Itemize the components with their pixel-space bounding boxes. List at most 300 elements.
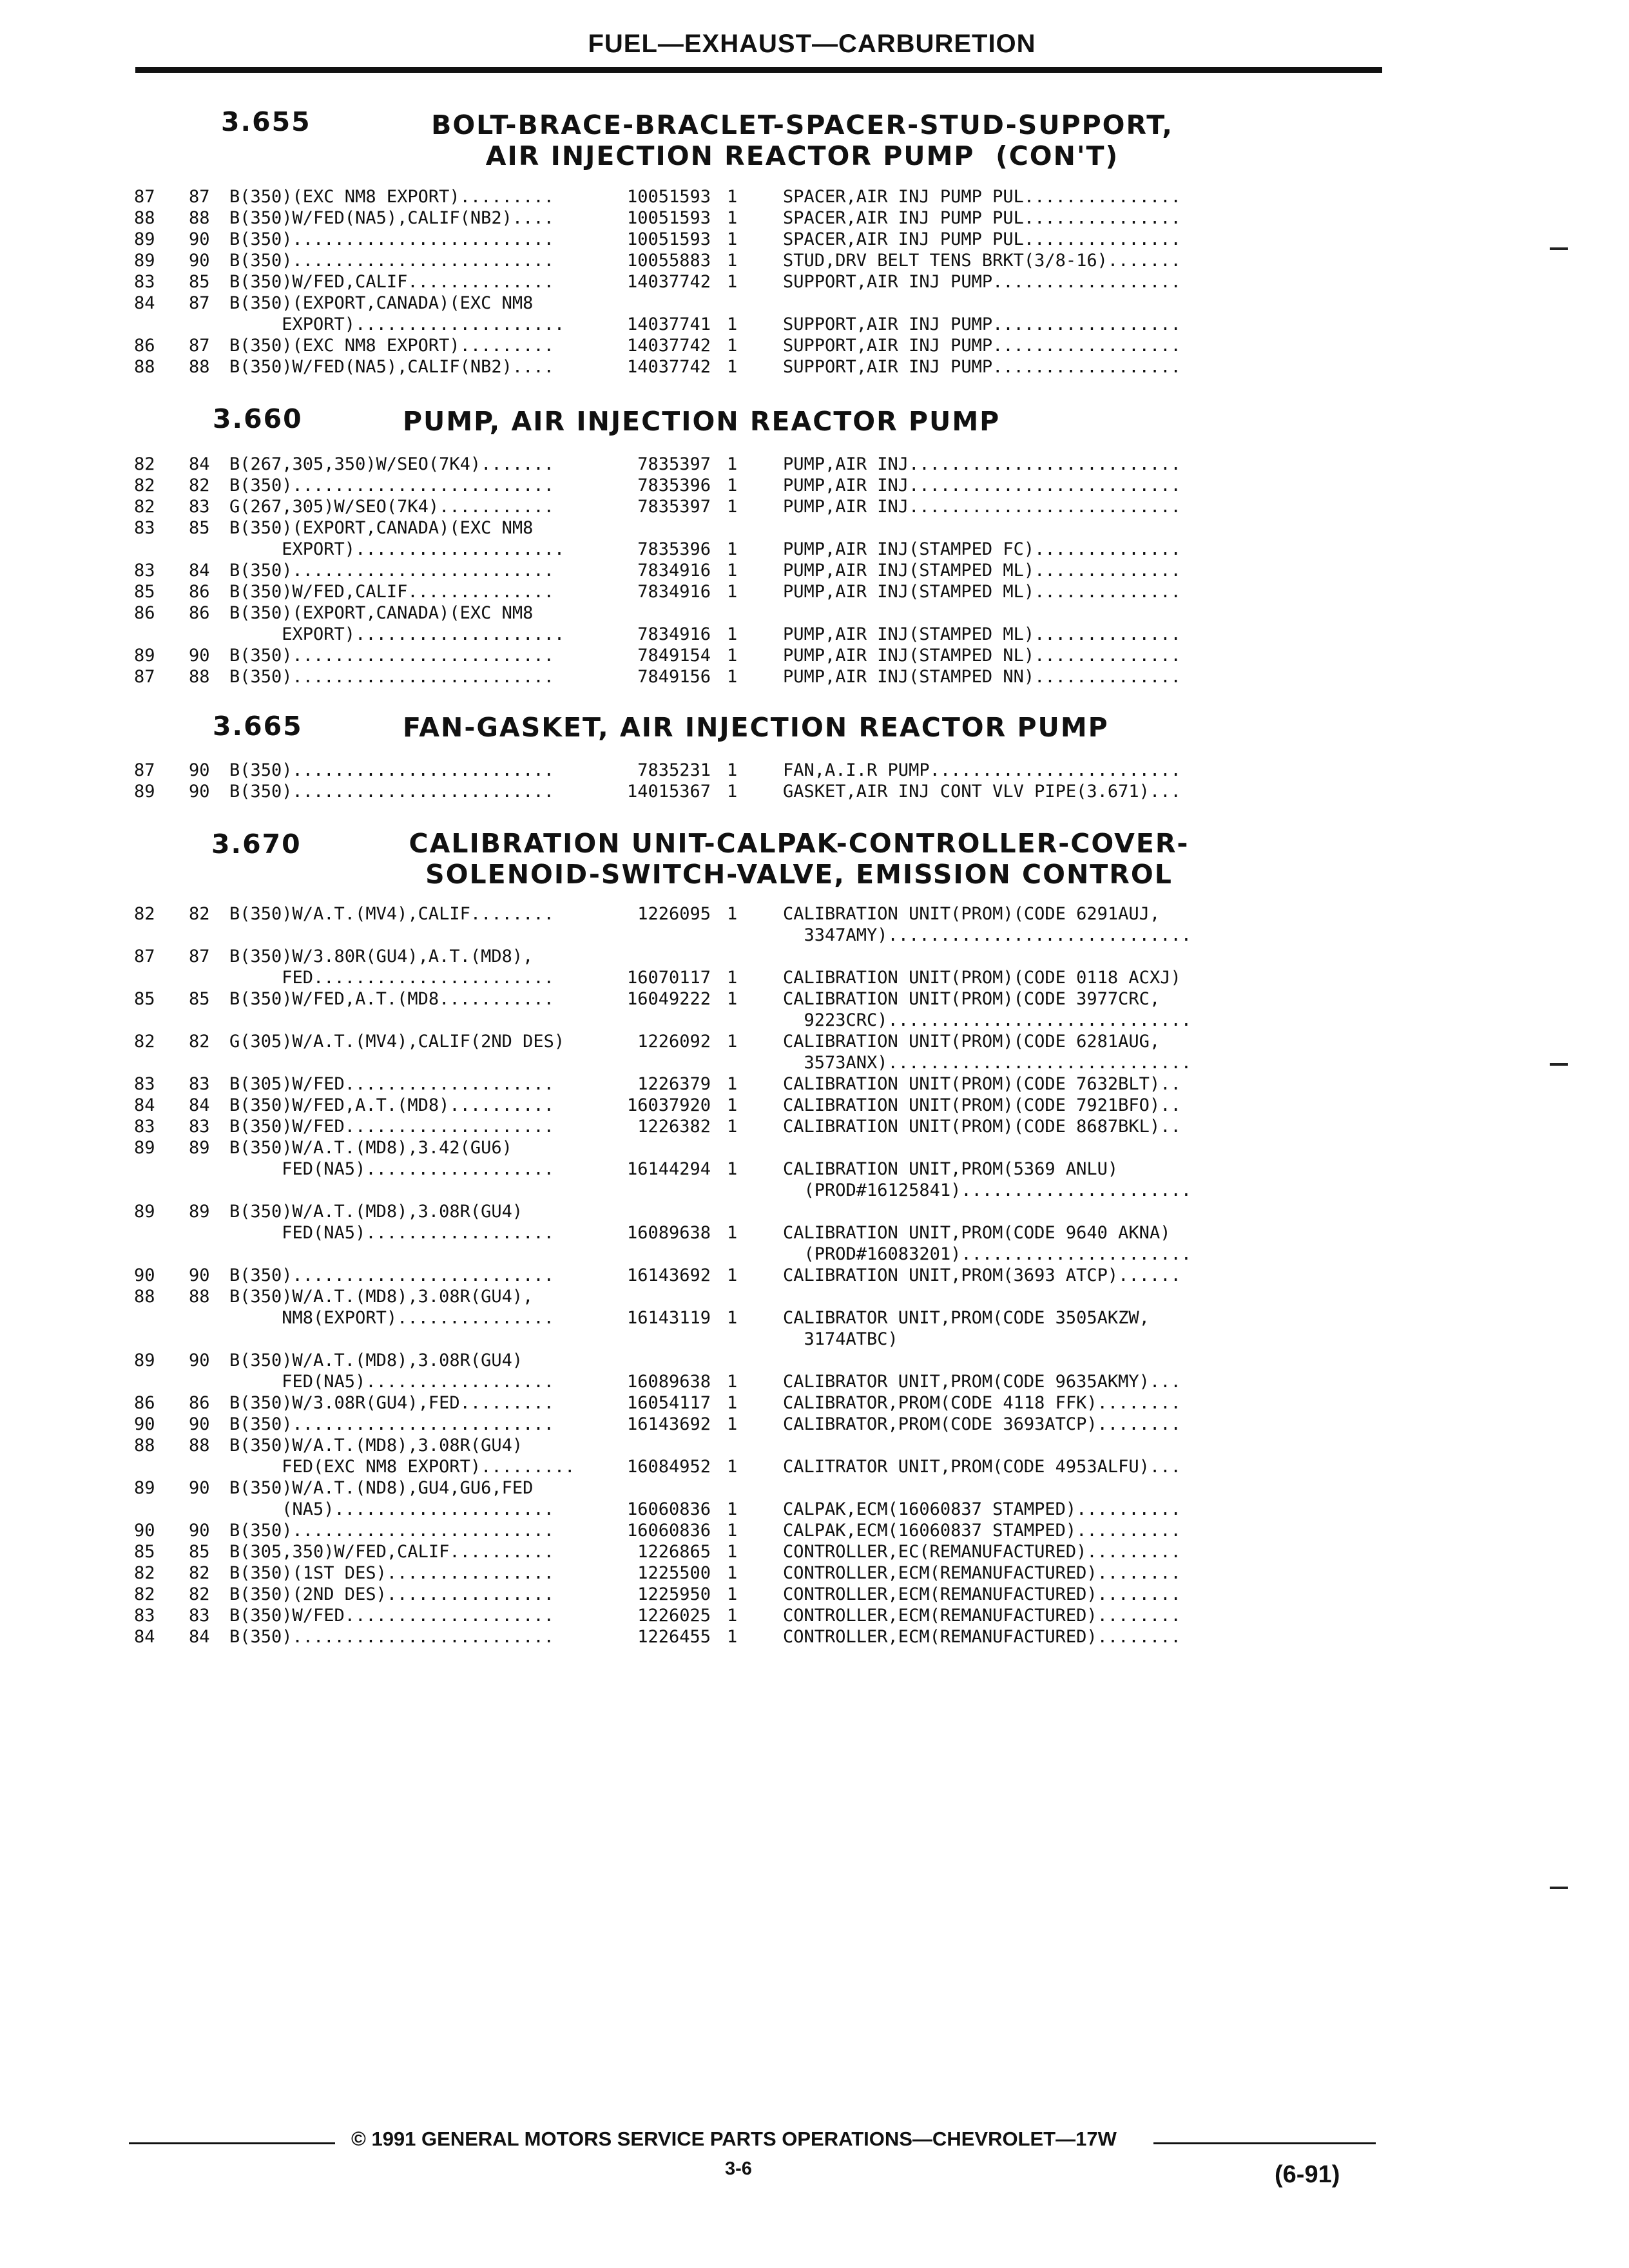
year-from-cell: 90 (134, 1521, 155, 1541)
description-cell: CALIBRATOR UNIT,PROM(CODE 9635AKMY)... (783, 1372, 1181, 1392)
year-to-cell: 82 (189, 1563, 210, 1583)
description-cell: GASKET,AIR INJ CONT VLV PIPE(3.671)... (783, 782, 1181, 802)
table-row (0, 497, 1629, 518)
part-number-cell: 1226455 (637, 1627, 711, 1647)
table-row (0, 293, 1629, 314)
table-row (0, 989, 1629, 1010)
table-row (0, 968, 1629, 989)
part-number-cell: 7849156 (637, 667, 711, 687)
part-number-cell: 7835397 (637, 454, 711, 474)
year-to-cell: 83 (189, 1606, 210, 1626)
usage-cell: B(350)W/A.T.(MD8),3.08R(GU4) (229, 1436, 523, 1456)
description-cell: CALIBRATION UNIT(PROM)(CODE 7632BLT).. (783, 1074, 1181, 1094)
part-number-cell: 1226379 (637, 1074, 711, 1094)
year-from-cell: 84 (134, 1627, 155, 1647)
year-from-cell: 82 (134, 497, 155, 517)
quantity-cell: 1 (727, 229, 738, 249)
description-cell: CALIBRATION UNIT(PROM)(CODE 8687BKL).. (783, 1117, 1181, 1137)
part-number-cell: 14037742 (626, 336, 711, 356)
quantity-cell: 1 (727, 208, 738, 228)
year-from-cell: 88 (134, 1287, 155, 1307)
section-title: CALIBRATION UNIT-CALPAK-CONTROLLER-COVER- SOLENOID-SWITCH-VALVE, EMISSION CONTROL (409, 828, 1190, 890)
part-number-cell: 16084952 (626, 1457, 711, 1477)
table-row (0, 1436, 1629, 1457)
year-to-cell: 88 (189, 208, 210, 228)
header-rule (135, 67, 1382, 73)
quantity-cell: 1 (727, 624, 738, 644)
part-number-cell: 16143692 (626, 1414, 711, 1434)
quantity-cell: 1 (727, 1521, 738, 1541)
part-number-cell: 1225500 (637, 1563, 711, 1583)
quantity-cell: 1 (727, 1372, 738, 1392)
year-to-cell: 84 (189, 561, 210, 581)
quantity-cell: 1 (727, 760, 738, 780)
year-from-cell: 85 (134, 1542, 155, 1562)
table-row (0, 1542, 1629, 1563)
description-cell: CALIBRATOR,PROM(CODE 3693ATCP)........ (783, 1414, 1181, 1434)
description-cell: CONTROLLER,ECM(REMANUFACTURED)........ (783, 1584, 1181, 1604)
description-cell: SUPPORT,AIR INJ PUMP.................. (783, 336, 1181, 356)
table-row (0, 582, 1629, 603)
description-cell: SPACER,AIR INJ PUMP PUL............... (783, 208, 1181, 228)
quantity-cell: 1 (727, 1265, 738, 1285)
part-number-cell: 16060836 (626, 1499, 711, 1519)
part-number-cell: 16054117 (626, 1393, 711, 1413)
year-to-cell: 85 (189, 272, 210, 292)
table-row (0, 1180, 1629, 1202)
usage-cell: NM8(EXPORT)............... (229, 1308, 554, 1328)
usage-cell: B(350)W/3.80R(GU4),A.T.(MD8), (229, 947, 534, 966)
quantity-cell: 1 (727, 454, 738, 474)
year-from-cell: 89 (134, 782, 155, 802)
part-number-cell: 14037741 (626, 314, 711, 334)
year-from-cell: 82 (134, 454, 155, 474)
part-number-cell: 7835231 (637, 760, 711, 780)
description-cell: CALIBRATION UNIT(PROM)(CODE 7921BFO).. (783, 1095, 1181, 1115)
footer-rule-right (1153, 2142, 1376, 2144)
year-to-cell: 88 (189, 1287, 210, 1307)
year-to-cell: 90 (189, 1414, 210, 1434)
quantity-cell: 1 (727, 1563, 738, 1583)
description-cell: CALIBRATION UNIT,PROM(3693 ATCP)...... (783, 1265, 1181, 1285)
part-number-cell: 16143119 (626, 1308, 711, 1328)
quantity-cell: 1 (727, 904, 738, 924)
table-row (0, 1223, 1629, 1244)
section-title: BOLT-BRACE-BRACLET-SPACER-STUD-SUPPORT, AIR INJECTION REACTOR PUMP (CON'T) (431, 110, 1173, 171)
description-cell: CALPAK,ECM(16060837 STAMPED).......... (783, 1499, 1181, 1519)
quantity-cell: 1 (727, 357, 738, 377)
year-to-cell: 85 (189, 989, 210, 1009)
usage-cell: EXPORT).................... (229, 314, 565, 334)
year-from-cell: 89 (134, 1478, 155, 1498)
year-from-cell: 87 (134, 187, 155, 207)
table-row (0, 1499, 1629, 1521)
year-from-cell: 82 (134, 1584, 155, 1604)
usage-cell: B(350)W/A.T.(MD8),3.42(GU6) (229, 1138, 512, 1158)
year-from-cell: 85 (134, 582, 155, 602)
year-to-cell: 83 (189, 1074, 210, 1094)
year-to-cell: 90 (189, 646, 210, 666)
table-row (0, 603, 1629, 624)
usage-cell: B(350)W/FED,CALIF.............. (229, 582, 554, 602)
description-cell: PUMP,AIR INJ(STAMPED NN).............. (783, 667, 1181, 687)
table-row (0, 1521, 1629, 1542)
quantity-cell: 1 (727, 1095, 738, 1115)
part-number-cell: 16143692 (626, 1265, 711, 1285)
quantity-cell: 1 (727, 1584, 738, 1604)
usage-cell: B(350)......................... (229, 476, 554, 495)
usage-cell: B(350)(1ST DES)................ (229, 1563, 554, 1583)
table-row (0, 1563, 1629, 1584)
description-cell: STUD,DRV BELT TENS BRKT(3/8-16)....... (783, 251, 1181, 271)
year-to-cell: 90 (189, 251, 210, 271)
usage-cell: B(350)......................... (229, 760, 554, 780)
usage-cell: B(350)......................... (229, 561, 554, 581)
description-cell: CONTROLLER,EC(REMANUFACTURED)......... (783, 1542, 1181, 1562)
usage-cell: EXPORT).................... (229, 624, 565, 644)
part-number-cell: 10051593 (626, 229, 711, 249)
usage-cell: B(350)W/A.T.(MD8),3.08R(GU4) (229, 1350, 523, 1370)
table-row (0, 229, 1629, 251)
table-row (0, 1350, 1629, 1372)
description-cell: PUMP,AIR INJ.......................... (783, 497, 1181, 517)
year-from-cell: 89 (134, 646, 155, 666)
year-to-cell: 87 (189, 293, 210, 313)
usage-cell: B(305,350)W/FED,CALIF.......... (229, 1542, 554, 1562)
year-from-cell: 89 (134, 1138, 155, 1158)
usage-cell: G(267,305)W/SEO(7K4)........... (229, 497, 554, 517)
usage-cell: B(350)(EXPORT,CANADA)(EXC NM8 (229, 603, 534, 623)
revision-date: (6-91) (1275, 2161, 1340, 2188)
year-from-cell: 87 (134, 947, 155, 966)
usage-cell: B(350)W/A.T.(MV4),CALIF........ (229, 904, 554, 924)
description-cell: (PROD#16083201)...................... (783, 1244, 1191, 1264)
year-to-cell: 82 (189, 1584, 210, 1604)
usage-cell: B(350)(EXPORT,CANADA)(EXC NM8 (229, 518, 534, 538)
table-row (0, 1308, 1629, 1329)
description-cell: CALIBRATION UNIT(PROM)(CODE 3977CRC, (783, 989, 1161, 1009)
usage-cell: B(267,305,350)W/SEO(7K4)....... (229, 454, 554, 474)
table-row (0, 782, 1629, 803)
table-row (0, 1202, 1629, 1223)
table-row (0, 187, 1629, 208)
year-to-cell: 86 (189, 1393, 210, 1413)
usage-cell: B(350)......................... (229, 229, 554, 249)
year-to-cell: 86 (189, 603, 210, 623)
description-cell: CONTROLLER,ECM(REMANUFACTURED)........ (783, 1563, 1181, 1583)
quantity-cell: 1 (727, 1606, 738, 1626)
quantity-cell: 1 (727, 1159, 738, 1179)
table-row (0, 1287, 1629, 1308)
year-to-cell: 90 (189, 760, 210, 780)
description-cell: 3347AMY)............................. (783, 925, 1191, 945)
table-row (0, 1329, 1629, 1350)
year-from-cell: 87 (134, 667, 155, 687)
part-number-cell: 1225950 (637, 1584, 711, 1604)
section-number: 3.670 (211, 829, 302, 860)
quantity-cell: 1 (727, 1627, 738, 1647)
year-from-cell: 88 (134, 357, 155, 377)
usage-cell: B(350)......................... (229, 1521, 554, 1541)
year-to-cell: 87 (189, 336, 210, 356)
footer-copyright: © 1991 GENERAL MOTORS SERVICE PARTS OPERATIONS—CHEVROLET—17W (351, 2128, 1117, 2150)
year-to-cell: 88 (189, 357, 210, 377)
table-row (0, 904, 1629, 925)
year-from-cell: 88 (134, 1436, 155, 1456)
quantity-cell: 1 (727, 968, 738, 988)
table-row (0, 1265, 1629, 1287)
part-number-cell: 7849154 (637, 646, 711, 666)
year-from-cell: 82 (134, 1032, 155, 1052)
year-to-cell: 90 (189, 1521, 210, 1541)
quantity-cell: 1 (727, 539, 738, 559)
year-to-cell: 82 (189, 476, 210, 495)
table-row (0, 476, 1629, 497)
quantity-cell: 1 (727, 272, 738, 292)
table-row (0, 646, 1629, 667)
quantity-cell: 1 (727, 1117, 738, 1137)
part-number-cell: 16060836 (626, 1521, 711, 1541)
table-row (0, 1457, 1629, 1478)
usage-cell: FED....................... (229, 968, 554, 988)
part-number-cell: 10051593 (626, 187, 711, 207)
year-from-cell: 84 (134, 293, 155, 313)
part-number-cell: 7835396 (637, 476, 711, 495)
year-from-cell: 89 (134, 251, 155, 271)
table-row (0, 1584, 1629, 1606)
description-cell: FAN,A.I.R PUMP........................ (783, 760, 1181, 780)
year-to-cell: 83 (189, 1117, 210, 1137)
table-row (0, 518, 1629, 539)
part-number-cell: 7835397 (637, 497, 711, 517)
year-from-cell: 82 (134, 476, 155, 495)
margin-mark (1550, 247, 1568, 250)
year-from-cell: 83 (134, 1117, 155, 1137)
quantity-cell: 1 (727, 1414, 738, 1434)
part-number-cell: 14037742 (626, 272, 711, 292)
part-number-cell: 14037742 (626, 357, 711, 377)
usage-cell: B(305)W/FED.................... (229, 1074, 554, 1094)
description-cell: CONTROLLER,ECM(REMANUFACTURED)........ (783, 1606, 1181, 1626)
parts-list (0, 187, 1629, 378)
year-from-cell: 86 (134, 336, 155, 356)
quantity-cell: 1 (727, 314, 738, 334)
quantity-cell: 1 (727, 582, 738, 602)
description-cell: SPACER,AIR INJ PUMP PUL............... (783, 229, 1181, 249)
quantity-cell: 1 (727, 1457, 738, 1477)
usage-cell: EXPORT).................... (229, 539, 565, 559)
year-to-cell: 88 (189, 667, 210, 687)
year-from-cell: 90 (134, 1414, 155, 1434)
description-cell: SUPPORT,AIR INJ PUMP.................. (783, 314, 1181, 334)
part-number-cell: 1226865 (637, 1542, 711, 1562)
section-number: 3.655 (221, 106, 311, 137)
margin-mark (1550, 1887, 1568, 1889)
year-from-cell: 83 (134, 561, 155, 581)
description-cell: (PROD#16125841)...................... (783, 1180, 1191, 1200)
table-row (0, 1478, 1629, 1499)
year-from-cell: 89 (134, 1202, 155, 1222)
usage-cell: FED(NA5).................. (229, 1372, 554, 1392)
year-to-cell: 90 (189, 1478, 210, 1498)
quantity-cell: 1 (727, 782, 738, 802)
table-row (0, 1095, 1629, 1117)
part-number-cell: 1226025 (637, 1606, 711, 1626)
year-from-cell: 83 (134, 518, 155, 538)
table-row (0, 1244, 1629, 1265)
table-row (0, 357, 1629, 378)
usage-cell: B(350)(EXPORT,CANADA)(EXC NM8 (229, 293, 534, 313)
quantity-cell: 1 (727, 667, 738, 687)
part-number-cell: 16089638 (626, 1223, 711, 1243)
page-number: 3-6 (725, 2158, 752, 2179)
part-number-cell: 1226092 (637, 1032, 711, 1052)
quantity-cell: 1 (727, 1393, 738, 1413)
usage-cell: B(350)......................... (229, 251, 554, 271)
year-from-cell: 89 (134, 1350, 155, 1370)
table-row (0, 539, 1629, 561)
quantity-cell: 1 (727, 561, 738, 581)
usage-cell: B(350)(EXC NM8 EXPORT)......... (229, 336, 554, 356)
year-from-cell: 88 (134, 208, 155, 228)
part-number-cell: 16070117 (626, 968, 711, 988)
year-to-cell: 90 (189, 1350, 210, 1370)
year-from-cell: 83 (134, 1606, 155, 1626)
year-from-cell: 83 (134, 272, 155, 292)
description-cell: PUMP,AIR INJ(STAMPED ML).............. (783, 624, 1181, 644)
part-number-cell: 7834916 (637, 561, 711, 581)
year-to-cell: 84 (189, 1095, 210, 1115)
description-cell: CONTROLLER,ECM(REMANUFACTURED)........ (783, 1627, 1181, 1647)
usage-cell: B(350)W/FED(NA5),CALIF(NB2).... (229, 208, 554, 228)
description-cell: PUMP,AIR INJ(STAMPED FC).............. (783, 539, 1181, 559)
quantity-cell: 1 (727, 1542, 738, 1562)
table-row (0, 947, 1629, 968)
year-to-cell: 84 (189, 1627, 210, 1647)
part-number-cell: 16049222 (626, 989, 711, 1009)
table-row (0, 1053, 1629, 1074)
description-cell: CALPAK,ECM(16060837 STAMPED).......... (783, 1521, 1181, 1541)
quantity-cell: 1 (727, 1074, 738, 1094)
year-to-cell: 85 (189, 1542, 210, 1562)
usage-cell: B(350)W/FED.................... (229, 1606, 554, 1626)
year-from-cell: 82 (134, 904, 155, 924)
description-cell: PUMP,AIR INJ.......................... (783, 454, 1181, 474)
usage-cell: B(350)W/FED,CALIF.............. (229, 272, 554, 292)
year-to-cell: 82 (189, 904, 210, 924)
year-to-cell: 88 (189, 1436, 210, 1456)
quantity-cell: 1 (727, 1032, 738, 1052)
description-cell: SPACER,AIR INJ PUMP PUL............... (783, 187, 1181, 207)
description-cell: CALIBRATION UNIT(PROM)(CODE 0118 ACXJ) (783, 968, 1181, 988)
usage-cell: B(350)W/FED(NA5),CALIF(NB2).... (229, 357, 554, 377)
year-to-cell: 90 (189, 1265, 210, 1285)
section-number: 3.660 (213, 403, 303, 434)
year-to-cell: 89 (189, 1138, 210, 1158)
year-to-cell: 82 (189, 1032, 210, 1052)
part-number-cell: 14015367 (626, 782, 711, 802)
description-cell: CALIBRATION UNIT,PROM(5369 ANLU) (783, 1159, 1119, 1179)
table-row (0, 1393, 1629, 1414)
year-to-cell: 87 (189, 187, 210, 207)
table-row (0, 454, 1629, 476)
description-cell: 9223CRC)............................. (783, 1010, 1191, 1030)
quantity-cell: 1 (727, 187, 738, 207)
quantity-cell: 1 (727, 476, 738, 495)
table-row (0, 272, 1629, 293)
usage-cell: B(350)......................... (229, 1627, 554, 1647)
description-cell: CALIBRATOR UNIT,PROM(CODE 3505AKZW, (783, 1308, 1150, 1328)
description-cell: PUMP,AIR INJ(STAMPED ML).............. (783, 582, 1181, 602)
year-to-cell: 90 (189, 229, 210, 249)
usage-cell: B(350)W/A.T.(ND8),GU4,GU6,FED (229, 1478, 534, 1498)
usage-cell: B(350)W/3.08R(GU4),FED......... (229, 1393, 554, 1413)
part-number-cell: 7835396 (637, 539, 711, 559)
description-cell: CALITRATOR UNIT,PROM(CODE 4953ALFU)... (783, 1457, 1181, 1477)
usage-cell: FED(EXC NM8 EXPORT)......... (229, 1457, 575, 1477)
usage-cell: B(350)......................... (229, 667, 554, 687)
quantity-cell: 1 (727, 646, 738, 666)
quantity-cell: 1 (727, 1223, 738, 1243)
table-row (0, 1159, 1629, 1180)
usage-cell: FED(NA5).................. (229, 1223, 554, 1243)
description-cell: 3174ATBC) (783, 1329, 898, 1349)
table-row (0, 1138, 1629, 1159)
quantity-cell: 1 (727, 497, 738, 517)
section-title: PUMP, AIR INJECTION REACTOR PUMP (403, 406, 1001, 437)
usage-cell: B(350)W/A.T.(MD8),3.08R(GU4), (229, 1287, 534, 1307)
year-to-cell: 89 (189, 1202, 210, 1222)
description-cell: SUPPORT,AIR INJ PUMP.................. (783, 357, 1181, 377)
table-row (0, 1414, 1629, 1436)
table-row (0, 1117, 1629, 1138)
year-to-cell: 85 (189, 518, 210, 538)
year-to-cell: 83 (189, 497, 210, 517)
table-row (0, 624, 1629, 646)
usage-cell: B(350)W/FED.................... (229, 1117, 554, 1137)
year-from-cell: 86 (134, 603, 155, 623)
margin-mark (1550, 1063, 1568, 1066)
year-to-cell: 84 (189, 454, 210, 474)
quantity-cell: 1 (727, 1499, 738, 1519)
table-row (0, 667, 1629, 688)
description-cell: SUPPORT,AIR INJ PUMP.................. (783, 272, 1181, 292)
description-cell: PUMP,AIR INJ(STAMPED ML).............. (783, 561, 1181, 581)
page-header-title: FUEL—EXHAUST—CARBURETION (588, 30, 1036, 58)
usage-cell: (NA5)..................... (229, 1499, 554, 1519)
year-from-cell: 84 (134, 1095, 155, 1115)
parts-list (0, 904, 1629, 1648)
part-number-cell: 10051593 (626, 208, 711, 228)
year-from-cell: 83 (134, 1074, 155, 1094)
part-number-cell: 1226382 (637, 1117, 711, 1137)
usage-cell: B(350)W/A.T.(MD8),3.08R(GU4) (229, 1202, 523, 1222)
table-row (0, 561, 1629, 582)
quantity-cell: 1 (727, 251, 738, 271)
table-row (0, 1606, 1629, 1627)
usage-cell: FED(NA5).................. (229, 1159, 554, 1179)
table-row (0, 314, 1629, 336)
year-from-cell: 85 (134, 989, 155, 1009)
description-cell: PUMP,AIR INJ(STAMPED NL).............. (783, 646, 1181, 666)
table-row (0, 925, 1629, 947)
parts-list (0, 760, 1629, 803)
usage-cell: B(350)(2ND DES)................ (229, 1584, 554, 1604)
usage-cell: G(305)W/A.T.(MV4),CALIF(2ND DES) (229, 1032, 565, 1052)
quantity-cell: 1 (727, 336, 738, 356)
table-row (0, 336, 1629, 357)
table-row (0, 251, 1629, 272)
